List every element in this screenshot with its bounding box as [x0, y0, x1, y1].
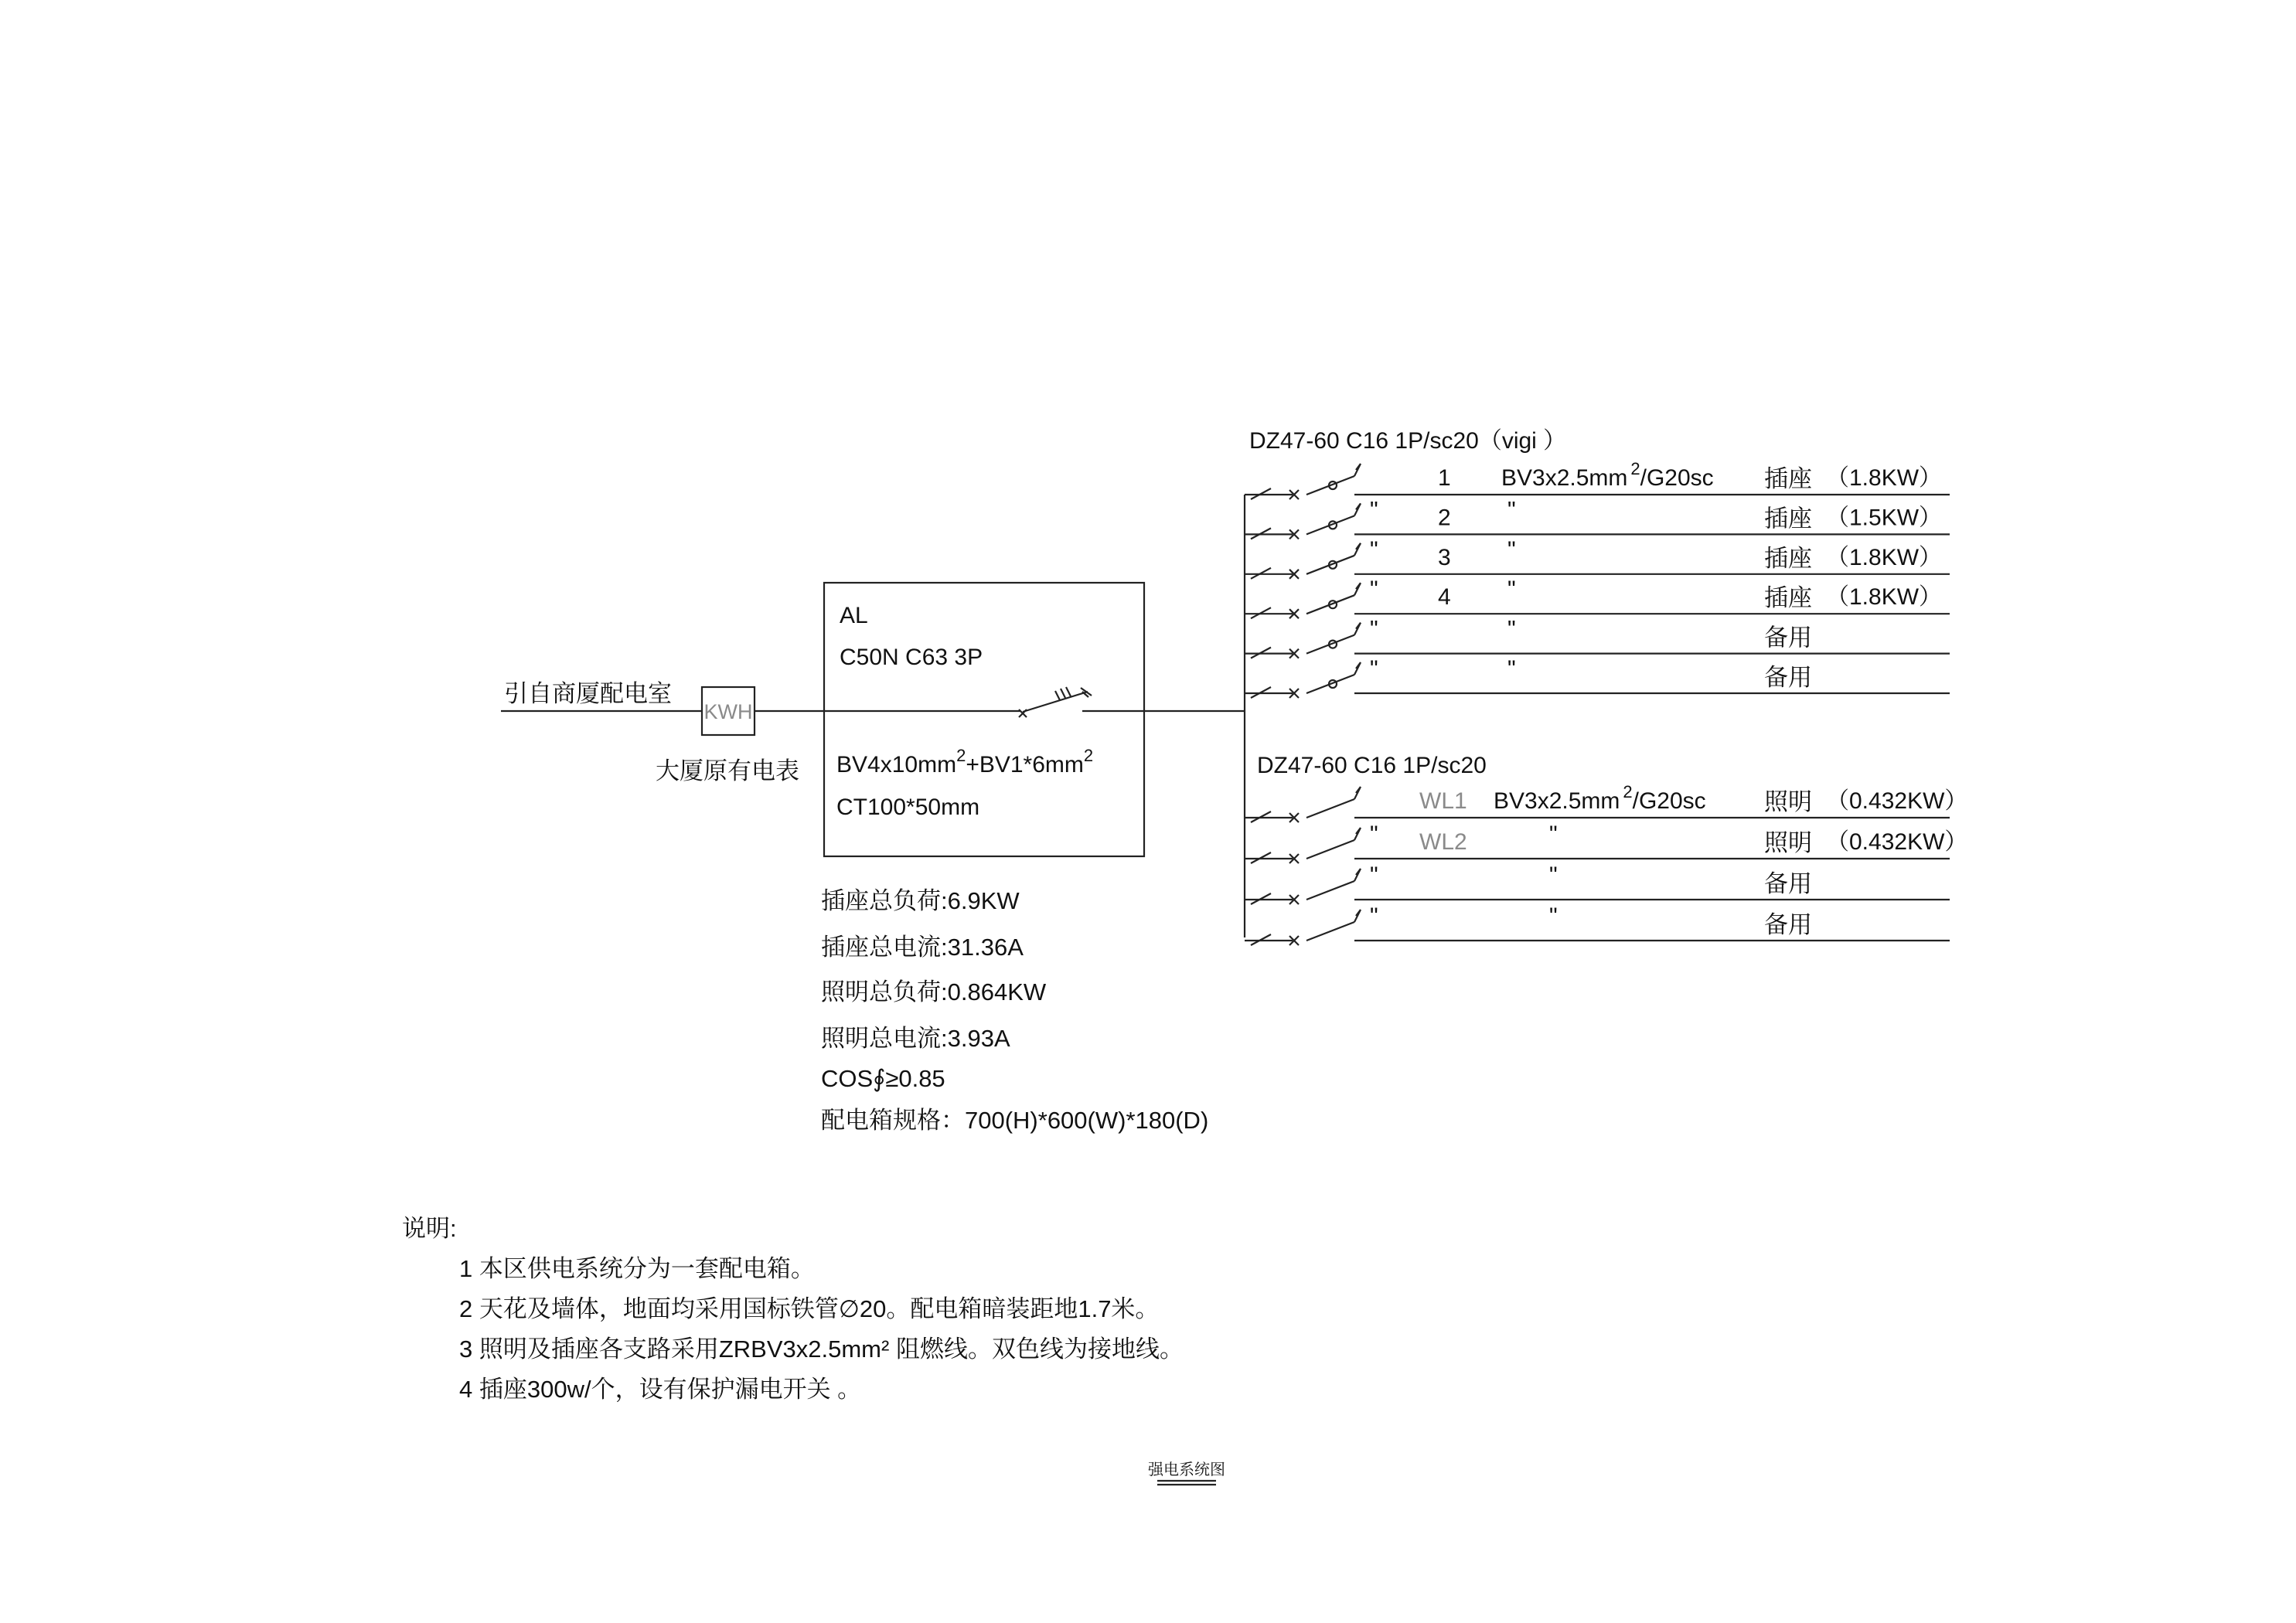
panel-name: AL	[840, 603, 868, 628]
cable-ditto: "	[1549, 863, 1558, 888]
ditto-mark: "	[1370, 656, 1378, 682]
circuit-id: 3	[1438, 544, 1451, 570]
ditto-mark: "	[1370, 863, 1378, 888]
note-item: 2 天花及墙体，地面均采用国标铁管∅20。配电箱暗装距地1.7米。	[459, 1295, 1160, 1322]
cable-ditto: "	[1507, 577, 1516, 603]
note-item: 3 照明及插座各支路采用ZRBV3x2.5mm² 阻燃线。双色线为接地线。	[459, 1335, 1184, 1363]
total-socket-current: 插座总电流:31.36A	[821, 934, 1024, 961]
cable-ditto: "	[1507, 616, 1516, 642]
circuit-name: 照明	[1764, 788, 1812, 815]
switch-blade	[1306, 675, 1354, 693]
group_lighting-row	[1245, 782, 1967, 822]
ditto-mark: "	[1370, 616, 1378, 642]
panel-cable-sup2: 2	[1083, 746, 1094, 765]
cable-tail: /G20sc	[1640, 465, 1714, 491]
panel-cable-mid: +BV1*6mm	[966, 752, 1084, 777]
panel-cable-spec	[836, 746, 1093, 777]
circuit-name: 备用	[1764, 911, 1812, 938]
cable-sup: 2	[1623, 782, 1633, 801]
circuit-id: 1	[1438, 465, 1451, 491]
circuit-name: 备用	[1764, 624, 1812, 652]
panel-size: 配电箱规格：700(H)*600(W)*180(D)	[821, 1107, 1209, 1134]
ditto-mark: "	[1370, 903, 1378, 929]
switch-blade	[1306, 556, 1354, 574]
ditto-mark: "	[1370, 577, 1378, 603]
switch-blade	[1306, 515, 1354, 534]
circuit-name: 插座	[1764, 584, 1812, 612]
circuit-name: 照明	[1764, 829, 1812, 856]
meter-caption: 大厦原有电表	[656, 757, 799, 784]
drawing-title: 强电系统图	[1148, 1461, 1225, 1478]
circuit-load: （1.8KW）	[1826, 584, 1943, 611]
cable-ditto: "	[1507, 536, 1516, 563]
circuit-name: 插座	[1764, 544, 1812, 572]
power-factor: COS∮≥0.85	[821, 1065, 945, 1092]
circuit-name: 备用	[1764, 664, 1812, 691]
group_socket-row	[1245, 537, 1950, 579]
circuit-name: 插座	[1764, 465, 1812, 492]
cable-base: BV3x2.5mm	[1501, 465, 1628, 491]
circuit-name: 插座	[1764, 505, 1812, 532]
total-socket-load: 插座总负荷:6.9KW	[821, 887, 1020, 914]
switch-blade	[1306, 476, 1354, 495]
kwh-meter-label: KWH	[703, 700, 753, 723]
group_socket-row	[1245, 497, 1950, 539]
lighting-group-header: DZ47-60 C16 1P/sc20	[1257, 753, 1487, 778]
circuit-load: （0.432KW）	[1826, 829, 1968, 855]
main-breaker-spec: C50N C63 3P	[840, 645, 983, 670]
total-light-load: 照明总负荷:0.864KW	[821, 978, 1047, 1005]
cable-ditto: "	[1507, 497, 1516, 523]
switch-blade	[1306, 595, 1354, 614]
ditto-mark: "	[1370, 536, 1378, 563]
circuit-id: WL1	[1419, 788, 1467, 814]
group_socket-row	[1245, 656, 1950, 698]
panel-trunking-spec: CT100*50mm	[836, 794, 980, 820]
total-light-current: 照明总电流:3.93A	[821, 1025, 1010, 1052]
panel-cable-sup1: 2	[956, 746, 966, 765]
circuit-load: （1.8KW）	[1826, 544, 1943, 570]
switch-blade	[1306, 840, 1354, 859]
panel-cable-base: BV4x10mm	[836, 752, 957, 777]
cable-sup: 2	[1630, 459, 1640, 478]
switch-blade	[1306, 881, 1354, 900]
ditto-mark: "	[1370, 497, 1378, 523]
cable-ditto: "	[1507, 656, 1516, 682]
group_socket-row	[1245, 617, 1950, 658]
totals-block	[821, 887, 1208, 1134]
switch-blade	[1306, 635, 1354, 654]
switch-blade	[1306, 799, 1354, 818]
cable-base: BV3x2.5mm	[1494, 788, 1620, 814]
notes-list	[459, 1255, 1184, 1403]
group_lighting-row	[1245, 863, 1950, 904]
cable-ditto: "	[1549, 822, 1558, 847]
group_lighting-row	[1245, 903, 1950, 945]
lighting-circuits	[1245, 782, 1967, 945]
cable-tail: /G20sc	[1632, 788, 1706, 814]
socket-circuits	[1245, 459, 1950, 698]
cable-ditto: "	[1549, 903, 1558, 929]
circuit-load: （1.8KW）	[1826, 465, 1943, 491]
branch-cable-spec	[1501, 459, 1714, 491]
main-breaker-symbol	[1019, 687, 1092, 717]
note-item: 1 本区供电系统分为一套配电箱。	[459, 1255, 815, 1282]
note-item: 4 插座300w/个，设有保护漏电开关 。	[459, 1376, 862, 1403]
group_socket-row	[1245, 459, 1950, 499]
incoming-source-label: 引自商厦配电室	[504, 680, 672, 707]
circuit-load: （1.5KW）	[1826, 505, 1943, 531]
switch-blade	[1306, 922, 1354, 941]
circuit-load: （0.432KW）	[1826, 788, 1968, 814]
circuit-id: 2	[1438, 505, 1451, 531]
group_socket-row	[1245, 577, 1950, 618]
circuit-id: WL2	[1419, 829, 1467, 855]
socket-group-header: DZ47-60 C16 1P/sc20（vigi ）	[1249, 428, 1567, 454]
notes-title: 说明:	[402, 1215, 457, 1242]
circuit-id: 4	[1438, 584, 1451, 611]
circuit-name: 备用	[1764, 870, 1812, 897]
branch-cable-spec	[1494, 782, 1706, 814]
group_lighting-row	[1245, 822, 1967, 863]
ditto-mark: "	[1370, 822, 1378, 847]
